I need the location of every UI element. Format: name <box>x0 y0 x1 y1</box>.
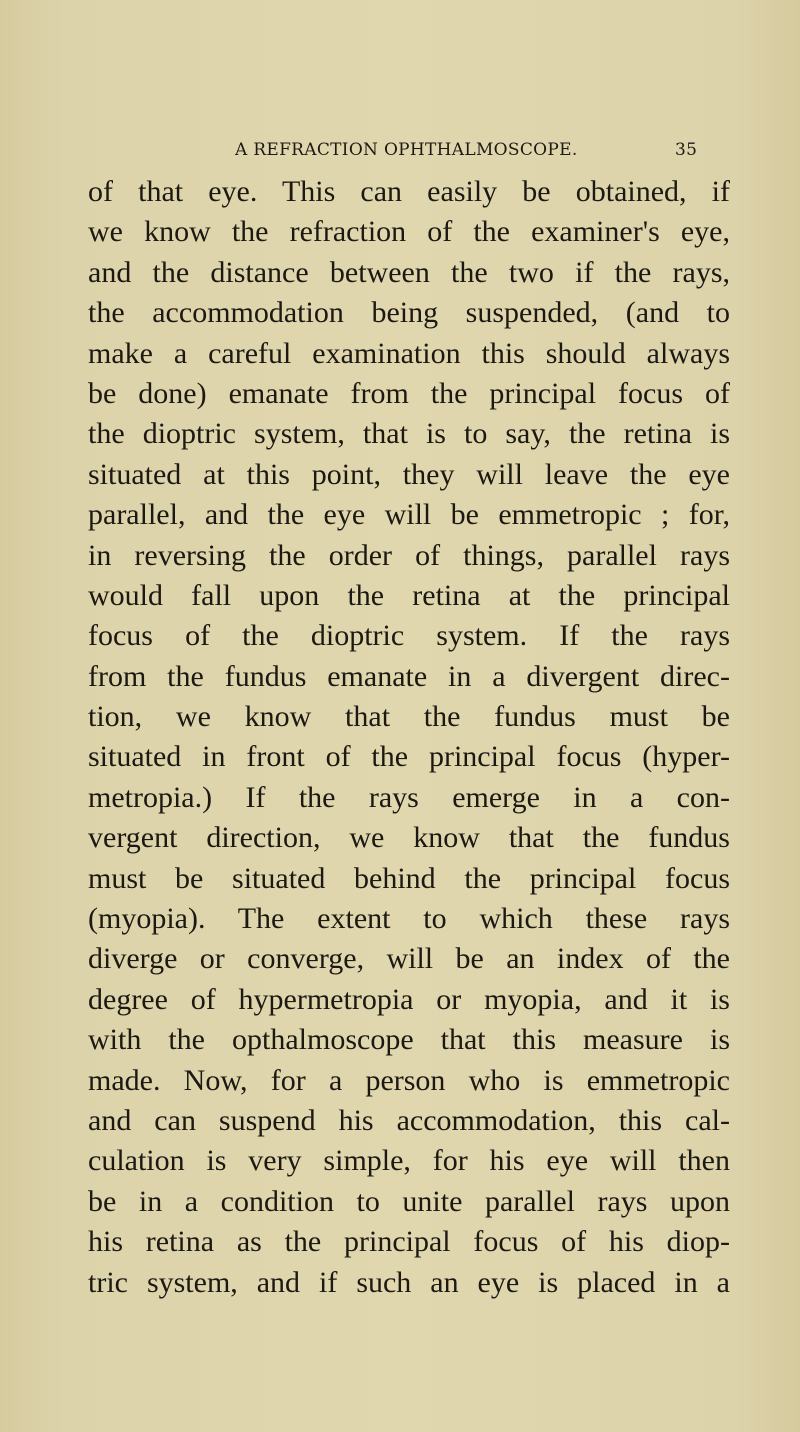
text-line: vergent direction, we know that the fundus <box>88 821 730 855</box>
text-line: tion, we know that the fundus must be <box>88 700 730 734</box>
text-line: and can suspend his accommodation, this cal- <box>88 1103 730 1137</box>
text-line: of that eye. This can easily be obtained, if <box>88 175 730 208</box>
text-line: from the fundus emanate in a divergent direc- <box>88 659 730 693</box>
text-line: make a careful examination this should always <box>88 336 730 370</box>
text-line: and the distance between the two if the rays, <box>88 255 730 289</box>
text-line: focus of the dioptric system. If the rays <box>88 619 730 653</box>
text-line: the accommodation being suspended, (and to <box>88 296 730 330</box>
running-title: A REFRACTION OPHTHALMOSCOPE. <box>235 140 578 160</box>
page-number: 35 <box>675 140 698 160</box>
text-line: parallel, and the eye will be emmetropic ; for, <box>88 498 730 532</box>
text-line: situated at this point, they will leave the eye <box>88 457 730 491</box>
text-line: with the opthalmoscope that this measure is <box>88 1023 730 1057</box>
text-line: diverge or converge, will be an index of the <box>88 942 730 976</box>
text-line: would fall upon the retina at the principal <box>88 578 730 612</box>
text-line: we know the refraction of the examiner's eye, <box>88 215 730 249</box>
text-line: his retina as the principal focus of his diop- <box>88 1225 730 1259</box>
text-line: in reversing the order of things, parallel rays <box>88 538 730 572</box>
text-line: tric system, and if such an eye is placed in a <box>88 1265 730 1299</box>
text-line: degree of hypermetropia or myopia, and it is <box>88 982 730 1016</box>
text-line: metropia.) If the rays emerge in a con- <box>88 780 730 814</box>
text-line: culation is very simple, for his eye will then <box>88 1144 730 1178</box>
text-line: must be situated behind the principal focus <box>88 861 730 895</box>
body-text <box>88 172 730 1303</box>
text-line: (myopia). The extent to which these rays <box>88 902 730 936</box>
text-line: the dioptric system, that is to say, the retina is <box>88 417 730 451</box>
text-line: be in a condition to unite parallel rays upon <box>88 1184 730 1218</box>
text-line: situated in front of the principal focus (hyper- <box>88 740 730 774</box>
text-line: be done) emanate from the principal focus of <box>88 376 730 410</box>
text-line: made. Now, for a person who is emmetropic <box>88 1063 730 1097</box>
